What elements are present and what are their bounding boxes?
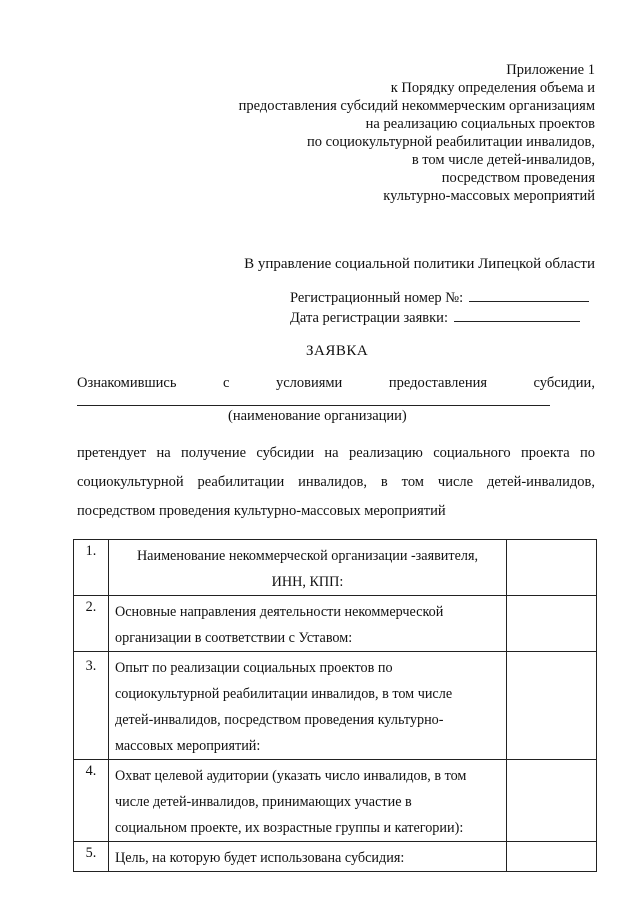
intro-word: условиями <box>275 375 343 391</box>
row-value-field[interactable] <box>507 596 597 652</box>
appendix-line: культурно-массовых мероприятий <box>383 188 595 204</box>
application-body <box>77 439 595 526</box>
organization-name-field[interactable] <box>77 405 550 406</box>
row-label <box>109 760 507 842</box>
intro-word: предоставления <box>388 375 488 391</box>
organization-name-hint: (наименование организации) <box>228 408 407 424</box>
registration-date <box>290 309 580 327</box>
appendix-header <box>175 61 595 205</box>
row-label-line: Охват целевой аудитории (указать число инвалидов, в том <box>115 768 467 784</box>
row-number: 5. <box>74 842 109 872</box>
table-row <box>74 760 597 842</box>
appendix-line: предоставления субсидий некоммерческим организациям <box>238 98 595 114</box>
row-number: 4. <box>74 760 109 842</box>
body-line: претендует на получение субсидии на реализацию социального проекта по <box>77 445 595 461</box>
row-label-line: ИНН, КПП: <box>271 574 344 590</box>
registration-number <box>290 289 589 307</box>
row-label <box>109 596 507 652</box>
row-label <box>109 540 507 596</box>
row-number: 3. <box>74 652 109 760</box>
document-title: ЗАЯВКА <box>306 343 369 359</box>
appendix-line: по социокультурной реабилитации инвалидов, <box>307 134 595 150</box>
intro-word: с <box>222 375 230 391</box>
row-value-field[interactable] <box>507 540 597 596</box>
row-label-line: социальном проекте, их возрастные группы и категории): <box>115 820 464 836</box>
registration-date-label: Дата регистрации заявки: <box>290 310 448 326</box>
table-row <box>74 652 597 760</box>
body-line: посредством проведения культурно-массовых мероприятий <box>77 503 446 519</box>
row-label-line: Цель, на которую будет использована субсидия: <box>115 850 405 866</box>
table-row <box>74 842 597 872</box>
appendix-line: к Порядку определения объема и <box>390 80 595 96</box>
row-value-field[interactable] <box>507 842 597 872</box>
row-label-line: Опыт по реализации социальных проектов по <box>115 660 393 676</box>
body-line: социокультурной реабилитации инвалидов, в том числе детей-инвалидов, <box>77 474 595 490</box>
addressee: В управление социальной политики Липецкой области <box>244 256 595 272</box>
row-label-line: массовых мероприятий: <box>115 738 261 754</box>
intro-line <box>77 375 595 392</box>
row-label <box>109 652 507 760</box>
appendix-line: Приложение 1 <box>506 62 595 78</box>
row-label-line: Основные направления деятельности некоммерческой <box>115 604 444 620</box>
registration-date-field[interactable] <box>454 309 580 322</box>
table-row <box>74 596 597 652</box>
application-form-table <box>73 539 597 872</box>
row-label-line: организации в соответствии с Уставом: <box>115 630 353 646</box>
row-label-line: числе детей-инвалидов, принимающих участие в <box>115 794 412 810</box>
row-number: 1. <box>74 540 109 596</box>
row-label-line: социокультурной реабилитации инвалидов, в том числе <box>115 686 453 702</box>
registration-number-field[interactable] <box>469 289 589 302</box>
row-number: 2. <box>74 596 109 652</box>
appendix-line: посредством проведения <box>441 170 595 186</box>
table-row <box>74 540 597 596</box>
row-label-line: детей-инвалидов, посредством проведения культурно- <box>115 712 444 728</box>
appendix-line: на реализацию социальных проектов <box>365 116 595 132</box>
intro-word: субсидии, <box>533 375 595 391</box>
row-label <box>109 842 507 872</box>
registration-number-label: Регистрационный номер №: <box>290 290 464 306</box>
appendix-line: в том числе детей-инвалидов, <box>411 152 595 168</box>
row-value-field[interactable] <box>507 652 597 760</box>
row-label-line: Наименование некоммерческой организации -заявителя, <box>136 548 479 564</box>
row-value-field[interactable] <box>507 760 597 842</box>
intro-word: Ознакомившись <box>77 375 177 391</box>
